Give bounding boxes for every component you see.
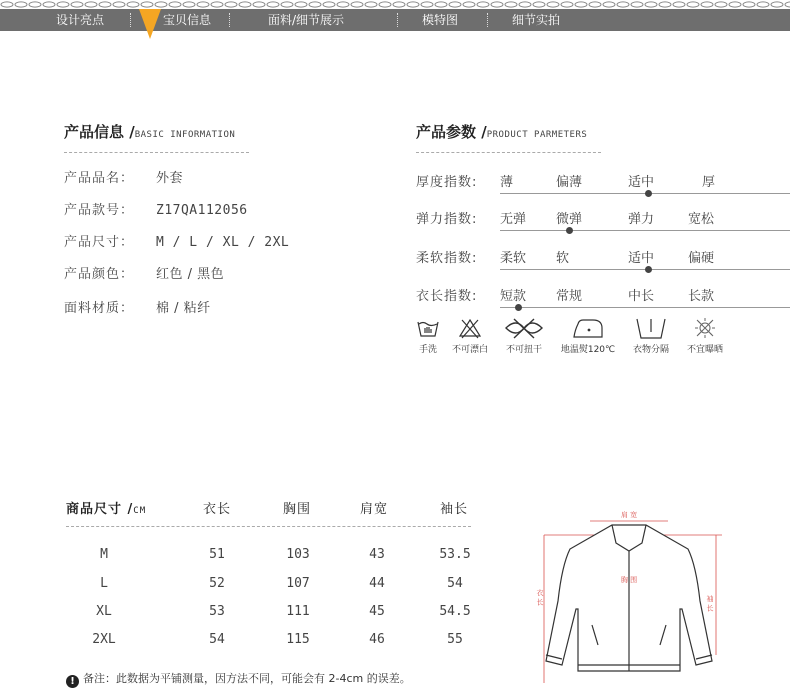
size-label: M: [100, 547, 108, 562]
param-selected-dot: [645, 190, 652, 197]
length-label: 衣 长: [536, 588, 544, 606]
care-label: 手洗: [418, 345, 437, 355]
nav-model-photos[interactable]: 模特图: [422, 13, 459, 27]
size-col-shoulder: 肩宽: [360, 502, 389, 517]
size-value: 115: [286, 632, 310, 647]
param-label: 弹力指数:: [416, 212, 478, 227]
size-col-sleeve: 袖长: [440, 502, 469, 517]
product-info-title: [64, 121, 235, 142]
divider: [64, 152, 249, 153]
size-table-title: [66, 498, 146, 517]
param-option: 短款: [500, 289, 527, 304]
param-option: 弹力: [628, 212, 655, 227]
param-option: 适中: [628, 251, 655, 266]
param-scale-line: [500, 230, 790, 231]
care-label: 地温熨120℃: [560, 345, 616, 355]
param-label: 衣长指数:: [416, 289, 478, 304]
alert-icon: !: [66, 675, 79, 688]
param-selected-dot: [645, 266, 652, 273]
care-iron-low: [555, 316, 621, 355]
sleeve-label: 袖 长: [706, 594, 714, 612]
size-value: 55: [447, 632, 463, 647]
param-option: 中长: [628, 289, 655, 304]
info-label: 产品尺寸：: [64, 235, 135, 250]
param-option: 柔软: [500, 251, 527, 266]
care-no-bleach: [446, 316, 494, 355]
info-value: Z17QA112056: [156, 203, 248, 218]
param-selected-dot: [515, 304, 522, 311]
note-text: 备注：此数据为平铺测量，因方法不同，可能会有 2-4cm 的误差。: [83, 672, 411, 685]
param-option: 偏硬: [688, 251, 715, 266]
nav-active-arrow: [139, 9, 161, 39]
measurement-note: [66, 670, 411, 688]
care-label: 不可扭干: [505, 345, 542, 355]
top-nav: [0, 0, 790, 31]
size-value: 45: [369, 604, 385, 619]
param-option: 常规: [556, 289, 583, 304]
size-value: 111: [286, 604, 310, 619]
size-col-chest: 胸围: [283, 502, 312, 517]
size-col-length: 衣长: [203, 502, 232, 517]
no-bleach-icon: [458, 316, 482, 340]
care-no-sun-dry: [680, 316, 730, 355]
size-value: 53: [209, 604, 225, 619]
info-label: 产品品名：: [64, 171, 135, 186]
size-value: 53.5: [439, 547, 471, 562]
param-option: 偏薄: [556, 175, 583, 190]
param-option: 软: [556, 251, 570, 266]
param-label: 柔软指数:: [416, 251, 478, 266]
care-label: 不可漂白: [451, 345, 488, 355]
info-label: 产品款号：: [64, 203, 135, 218]
chain-border: [0, 0, 790, 9]
info-value: 外套: [156, 171, 184, 186]
garment-measure-diagram: [526, 505, 726, 689]
shoulder-label: 肩 宽: [620, 511, 638, 519]
size-label: XL: [96, 604, 112, 619]
info-value: M / L / XL / 2XL: [156, 235, 290, 250]
info-label: 产品颜色：: [64, 267, 135, 282]
divider: [416, 152, 601, 153]
size-value: 107: [286, 576, 310, 591]
nav-band: [0, 9, 790, 31]
chest-label: 胸 围: [620, 576, 638, 584]
hand-wash-icon: [416, 316, 440, 340]
no-sun-dry-icon: [693, 316, 717, 340]
size-value: 52: [209, 576, 225, 591]
product-info-title-cn: 产品信息 /: [64, 123, 135, 141]
size-table-unit: CM: [133, 506, 147, 516]
param-option: 薄: [500, 175, 514, 190]
product-params-title-cn: 产品参数 /: [416, 123, 487, 141]
size-value: 43: [369, 547, 385, 562]
product-info-title-en: BASIC INFORMATION: [134, 130, 236, 140]
no-wring-icon: [503, 316, 545, 340]
param-option: 无弹: [500, 212, 527, 227]
param-label: 厚度指数:: [416, 175, 478, 190]
care-no-wring: [500, 316, 548, 355]
product-params-title-en: PRODUCT PARMETERS: [486, 130, 588, 140]
nav-separator: [130, 13, 131, 27]
size-value: 103: [286, 547, 310, 562]
nav-design-highlights[interactable]: 设计亮点: [56, 13, 105, 27]
divider: [66, 526, 471, 527]
info-row-sku: [64, 199, 248, 218]
size-value: 46: [369, 632, 385, 647]
wash-separately-icon: [634, 316, 668, 340]
size-label: L: [100, 576, 108, 591]
info-label: 面料材质：: [64, 301, 135, 316]
product-params-title: [416, 121, 587, 142]
nav-detail-photos[interactable]: 细节实拍: [512, 13, 561, 27]
size-value: 54.5: [439, 604, 471, 619]
size-table-title-cn: 商品尺寸 /: [66, 502, 134, 517]
param-option: 宽松: [688, 212, 715, 227]
nav-separator: [397, 13, 398, 27]
size-value: 51: [209, 547, 225, 562]
size-value: 54: [447, 576, 463, 591]
param-option: 长款: [688, 289, 715, 304]
param-selected-dot: [566, 227, 573, 234]
param-option: 厚: [702, 175, 716, 190]
info-row-color: [64, 263, 224, 282]
jacket-outline: [546, 525, 712, 671]
info-value: 红色 / 黑色: [156, 267, 225, 282]
iron-low-icon: [571, 316, 605, 340]
size-value: 54: [209, 632, 225, 647]
care-hand-wash: [416, 316, 440, 355]
size-value: 44: [369, 576, 385, 591]
nav-separator: [487, 13, 488, 27]
nav-separator: [229, 13, 230, 27]
param-option: 适中: [628, 175, 655, 190]
param-option: 微弹: [556, 212, 583, 227]
param-scale-line: [500, 307, 790, 308]
info-value: 棉 / 粘纤: [156, 301, 211, 316]
care-label: 不宜曝晒: [686, 345, 723, 355]
care-wash-separately: [625, 316, 677, 355]
info-row-size: [64, 231, 289, 250]
size-label: 2XL: [92, 632, 116, 647]
info-row-material: [64, 297, 211, 316]
nav-fabric-details[interactable]: 面料/细节展示: [268, 13, 345, 27]
care-label: 衣物分隔: [632, 345, 669, 355]
nav-product-info[interactable]: 宝贝信息: [163, 13, 212, 27]
info-row-name: [64, 167, 183, 186]
